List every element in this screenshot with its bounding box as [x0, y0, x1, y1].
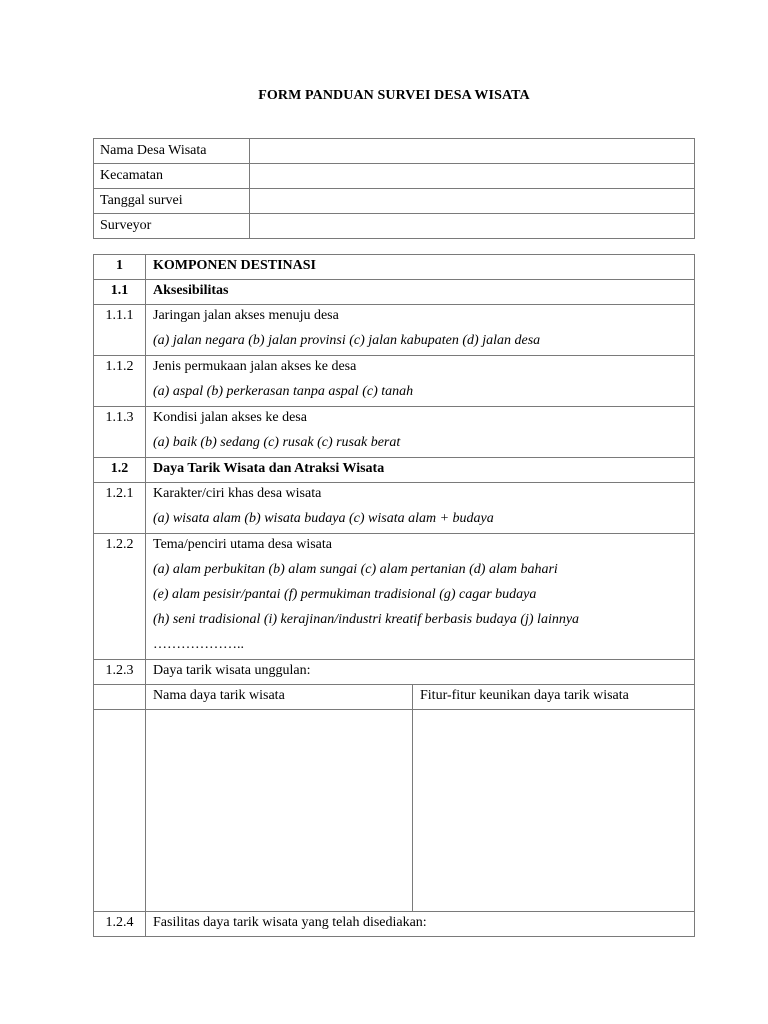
question-number: 1.2.3	[94, 660, 146, 685]
question-cell	[146, 407, 695, 458]
attraction-features-field[interactable]	[413, 710, 695, 912]
subsection-number: 1.2	[94, 458, 146, 483]
question-text: Fasilitas daya tarik wisata yang telah disediakan:	[146, 912, 695, 937]
question-number: 1.2.1	[94, 483, 146, 534]
answer-options[interactable]: (e) alam pesisir/pantai (f) permukiman tradisional (g) cagar budaya	[153, 587, 537, 602]
empty-number-cell	[94, 685, 146, 710]
question-row	[94, 305, 695, 356]
subsection-title: Aksesibilitas	[146, 280, 695, 305]
question-text: Jaringan jalan akses menuju desa	[153, 308, 339, 323]
identity-value-field[interactable]	[250, 189, 695, 214]
question-number: 1.1.1	[94, 305, 146, 356]
question-cell	[146, 305, 695, 356]
subsection-title: Daya Tarik Wisata dan Atraksi Wisata	[146, 458, 695, 483]
empty-number-cell	[94, 710, 146, 912]
answer-options[interactable]: (a) aspal (b) perkerasan tanpa aspal (c) tanah	[153, 384, 414, 399]
question-cell	[146, 534, 695, 660]
answer-options[interactable]: (a) alam perbukitan (b) alam sungai (c) alam pertanian (d) alam bahari	[153, 562, 558, 577]
question-number: 1.2.4	[94, 912, 146, 937]
question-number: 1.2.2	[94, 534, 146, 660]
question-text: Karakter/ciri khas desa wisata	[153, 486, 322, 501]
question-text: Kondisi jalan akses ke desa	[153, 410, 307, 425]
identity-table	[93, 138, 695, 239]
survey-table	[93, 254, 695, 937]
subsection-header-row	[94, 280, 695, 305]
section-title: KOMPONEN DESTINASI	[146, 255, 695, 280]
identity-row	[94, 164, 695, 189]
question-row	[94, 356, 695, 407]
question-row	[94, 534, 695, 660]
answer-options[interactable]: (a) wisata alam (b) wisata budaya (c) wisata alam + budaya	[153, 511, 494, 526]
question-cell	[146, 356, 695, 407]
identity-label: Surveyor	[94, 214, 250, 239]
column-header-name: Nama daya tarik wisata	[146, 685, 413, 710]
identity-row	[94, 139, 695, 164]
column-header-features: Fitur-fitur keunikan daya tarik wisata	[413, 685, 695, 710]
answer-options[interactable]: (a) baik (b) sedang (c) rusak (c) rusak berat	[153, 435, 401, 450]
section-header-row	[94, 255, 695, 280]
identity-label: Kecamatan	[94, 164, 250, 189]
question-text: Jenis permukaan jalan akses ke desa	[153, 359, 357, 374]
form-title: FORM PANDUAN SURVEI DESA WISATA	[258, 88, 530, 103]
identity-label: Tanggal survei	[94, 189, 250, 214]
question-text: Tema/penciri utama desa wisata	[153, 537, 332, 552]
identity-value-field[interactable]	[250, 164, 695, 189]
question-row	[94, 660, 695, 685]
subsection-number: 1.1	[94, 280, 146, 305]
question-cell	[146, 483, 695, 534]
answer-options[interactable]: (a) jalan negara (b) jalan provinsi (c) jalan kabupaten (d) jalan desa	[153, 333, 541, 348]
question-row	[94, 407, 695, 458]
question-number: 1.1.3	[94, 407, 146, 458]
question-number: 1.1.2	[94, 356, 146, 407]
identity-row	[94, 214, 695, 239]
other-fill-in-line[interactable]: ………………..	[153, 637, 244, 652]
answer-options[interactable]: (h) seni tradisional (i) kerajinan/industri kreatif berbasis budaya (j) lainnya	[153, 612, 580, 627]
attraction-entry-row	[94, 710, 695, 912]
section-number: 1	[94, 255, 146, 280]
identity-label: Nama Desa Wisata	[94, 139, 250, 164]
identity-value-field[interactable]	[250, 214, 695, 239]
question-row	[94, 912, 695, 937]
identity-value-field[interactable]	[250, 139, 695, 164]
subsection-header-row	[94, 458, 695, 483]
attraction-name-field[interactable]	[146, 710, 413, 912]
question-row	[94, 483, 695, 534]
attraction-header-row	[94, 685, 695, 710]
identity-row	[94, 189, 695, 214]
question-text: Daya tarik wisata unggulan:	[146, 660, 695, 685]
